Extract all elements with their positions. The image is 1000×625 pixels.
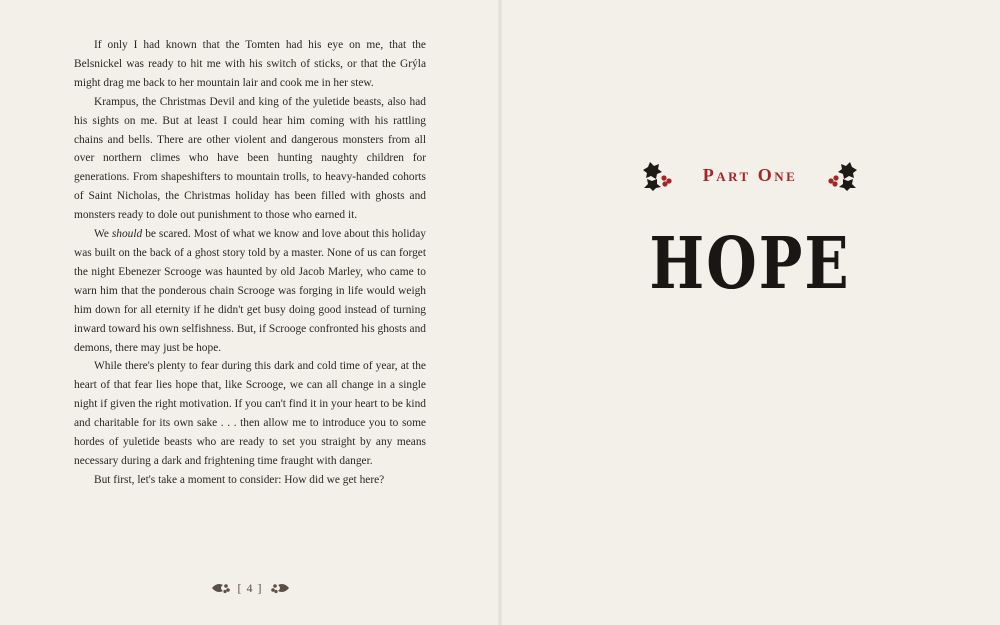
chapter-title: HOPE [649, 222, 851, 305]
holly-sprig-icon [269, 579, 291, 597]
paragraph-text: Krampus, the Christmas Devil and king of the yuletide beasts, also had his sights on me. But at least I could hear him coming with his rattling chains and bells. There are other violent and dangerous monsters from all over northern climes who have been hunting naughty children for generations. From shapeshifters to mountain trolls, to heavy-handed cohorts of Saint Nicholas, the Christmas holiday has been filled with ghosts and monsters ready to dole out punishment to those who earned it. [74, 95, 426, 222]
body-text [74, 36, 426, 490]
holly-berries-icon [824, 158, 860, 192]
right-page [500, 0, 1000, 625]
body-paragraph [74, 93, 426, 225]
body-paragraph [74, 357, 426, 470]
part-heading [640, 155, 860, 195]
paragraph-text: be scared. Most of what we know and love about this holiday was built on the back of a ghost story told by a master. None of us can forget the night Ebenezer Scrooge was haunted by old Jacob Marley, who came to warn him that the ponderous chain Scrooge was forging in life would weigh him down for all eternity if he didn't get busy doing good instead of turning inward toward his own selfishness. But, if Scrooge confronted his ghosts and demons, there may just be hope. [74, 228, 426, 354]
body-paragraph [74, 36, 426, 93]
holly-berries-icon [640, 158, 676, 192]
paragraph-text: But first, let's take a moment to consider: How did we get here? [94, 473, 385, 486]
body-paragraph [74, 471, 426, 490]
page-number: [ 4 ] [237, 580, 263, 595]
body-paragraph [74, 225, 426, 357]
page-number-footer [205, 577, 295, 599]
holly-sprig-icon [210, 579, 232, 597]
emphasis-text: should [111, 228, 143, 241]
paragraph-text: While there's plenty to fear during this dark and cold time of year, at the heart of that fear lies hope that, like Scrooge, we can all change in a single night if given the right motivation. If you can't find it in your heart to be kind and charitable for its own sake . . . then allow me to introduce you to some hordes of yuletide beasts who are ready to set you straight by any means necessary during a dark and frightening time fraught with danger. [74, 360, 426, 467]
paragraph-text: If only I had known that the Tomten had his eye on me, that the Belsnickel was ready to hit me with his switch of sticks, or that the Grýla might drag me back to her mountain lair and cook me in her stew. [74, 39, 426, 89]
paragraph-text: We [94, 228, 112, 241]
part-label: Part One [702, 164, 798, 185]
